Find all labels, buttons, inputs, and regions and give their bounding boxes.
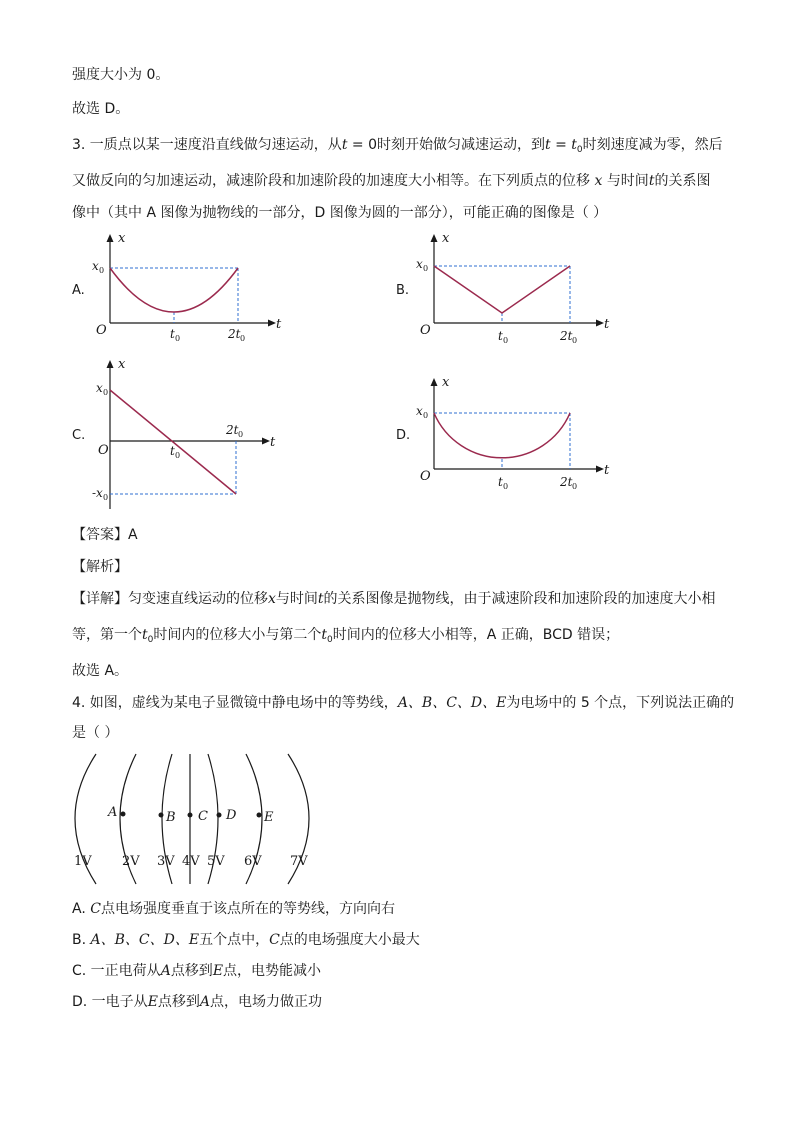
svg-text:t: t	[170, 327, 175, 341]
point-c	[188, 813, 193, 818]
svg-text:2t: 2t	[226, 423, 239, 437]
q3-detail-line-1: 【详解】匀变速直线运动的位移x与时间t的关系图像是抛物线，由于减速阶段和加速阶段的加速度大小相	[72, 591, 716, 607]
svg-text:x: x	[96, 381, 103, 395]
svg-text:0: 0	[503, 336, 509, 345]
voltage-label-6v: 6V	[244, 854, 262, 869]
svg-text:0: 0	[423, 411, 429, 420]
svg-text:O: O	[420, 323, 431, 338]
q4-stem-line-1: 4. 如图，虚线为某电子显微镜中静电场中的等势线，A、B、C、D、E为电场中的 5 个点，下列说法正确的	[72, 695, 735, 711]
q3-answer: 【答案】A	[72, 527, 138, 543]
voltage-label-1v: 1V	[74, 854, 92, 869]
q3-graph-a-origin: O	[96, 323, 107, 338]
svg-text:t: t	[170, 444, 175, 458]
svg-text:0: 0	[240, 334, 246, 343]
svg-text:O: O	[420, 469, 431, 484]
voltage-label-5v: 5V	[207, 854, 225, 869]
svg-text:0: 0	[175, 334, 181, 343]
svg-text:t: t	[604, 463, 610, 478]
point-d-label: D	[226, 808, 237, 823]
point-d	[217, 813, 222, 818]
svg-text:0: 0	[103, 493, 109, 502]
voltage-label-2v: 2V	[122, 854, 140, 869]
q3-graph-a	[90, 228, 290, 348]
svg-text:x: x	[416, 257, 423, 271]
q4-stem-line-2: 是（ ）	[72, 725, 119, 741]
point-a-label: A	[108, 805, 118, 820]
q3-detail-line-2: 等，第一个$t_0$时间内的位移大小与第二个$t_0$时间内的位移大小相等，A 正确，BCD 错误；	[72, 627, 620, 645]
svg-text:x: x	[118, 357, 126, 372]
svg-text:O: O	[98, 443, 109, 458]
svg-text:0: 0	[503, 482, 509, 491]
point-e	[257, 813, 262, 818]
q4-option-c: C. 一正电荷从A点移到E点，电势能减小	[72, 963, 322, 979]
svg-text:0: 0	[238, 430, 244, 439]
svg-text:2t: 2t	[560, 329, 573, 343]
q3-stem-line-2: 又做反向的匀加速运动，减速阶段和加速阶段的加速度大小相等。在下列质点的位移 x 与时间t的关系图	[72, 173, 711, 189]
q3-graph-b-curve	[434, 266, 570, 313]
q4-option-d: D. 一电子从E点移到A点，电场力做正功	[72, 994, 323, 1010]
svg-text:0: 0	[175, 451, 181, 460]
point-e-label: E	[264, 810, 274, 825]
svg-text:x: x	[416, 404, 423, 418]
point-a	[121, 812, 126, 817]
voltage-label-4v: 4V	[182, 854, 200, 869]
point-c-label: C	[198, 809, 208, 824]
point-b	[159, 813, 164, 818]
svg-text:t: t	[604, 317, 610, 332]
q3-stem-line-3: 像中（其中 A 图像为抛物线的一部分，D 图像为圆的一部分），可能正确的图像是（ ）	[72, 205, 608, 221]
svg-text:-x: -x	[92, 486, 103, 500]
svg-text:0: 0	[99, 266, 105, 275]
q3-analysis-heading: 【解析】	[72, 559, 128, 575]
q3-option-a-label: A.	[72, 283, 85, 298]
q3-option-d-label: D.	[396, 428, 411, 443]
q3-graph-d	[414, 372, 614, 496]
q3-graph-b	[414, 228, 614, 348]
svg-text:x: x	[442, 375, 450, 390]
svg-text:0: 0	[103, 388, 109, 397]
q3-graph-c-line	[110, 390, 236, 494]
point-b-label: B	[166, 810, 176, 825]
svg-text:2t: 2t	[228, 327, 241, 341]
svg-text:t: t	[498, 329, 503, 343]
svg-text:0: 0	[423, 264, 429, 273]
q3-graph-a-t-label: t	[276, 317, 282, 332]
q3-graph-a-curve	[110, 268, 238, 312]
voltage-label-3v: 3V	[157, 854, 175, 869]
svg-text:t: t	[270, 435, 276, 450]
q4-equipotential-diagram	[66, 750, 326, 890]
q3-conclusion: 故选 A。	[72, 663, 129, 679]
svg-text:x: x	[92, 259, 99, 273]
voltage-label-7v: 7V	[290, 854, 308, 869]
q3-option-c-label: C.	[72, 428, 86, 443]
q3-option-b-label: B.	[396, 283, 410, 298]
q4-option-b: B. A、B、C、D、E五个点中，C点的电场强度大小最大	[72, 932, 420, 948]
svg-text:t: t	[498, 475, 503, 489]
svg-text:2t: 2t	[560, 475, 573, 489]
q3-graph-c	[90, 354, 290, 514]
svg-text:0: 0	[572, 482, 578, 491]
top-line-2: 故选 D。	[72, 101, 130, 117]
svg-text:0: 0	[572, 336, 578, 345]
q3-graph-d-curve	[434, 413, 570, 458]
q3-graph-a-x-label: x	[118, 231, 126, 246]
svg-text:x: x	[442, 231, 450, 246]
q4-option-a: A. C点电场强度垂直于该点所在的等势线，方向向右	[72, 901, 395, 917]
q3-stem-line-1: 3. 一质点以某一速度沿直线做匀速运动，从t = 0时刻开始做匀减速运动，到$t = t_0$时刻速度减为零，然后	[72, 137, 723, 155]
top-line-1: 强度大小为 0。	[72, 67, 170, 83]
